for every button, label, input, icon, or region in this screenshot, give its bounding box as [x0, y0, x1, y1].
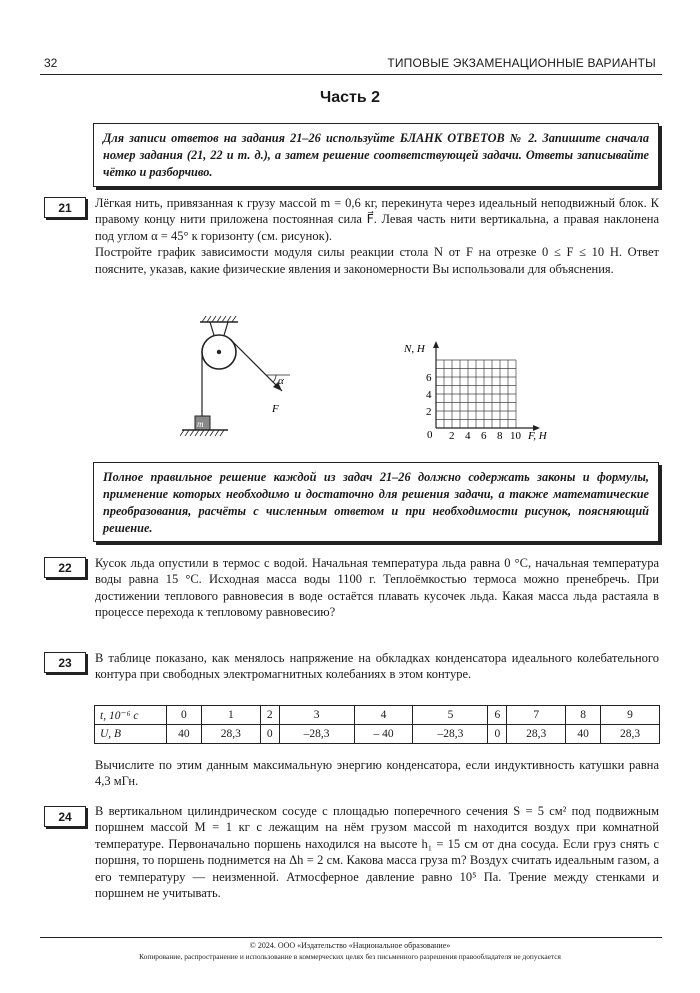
question-23-intro: В таблице показано, как менялось напряжение на обкладках конденсатора идеального колебательного контура при свободных электромагнитных колебаниях в этом контуре.: [95, 651, 659, 682]
table-cell: 0: [488, 725, 507, 744]
question-21-text: [95, 195, 659, 277]
question-24-text: В вертикальном цилиндрическом сосуде с площадью поперечного сечения S = 5 см² под подвижным поршнем массой M = 1 кг с лежащим на нём грузом массой m находится воздух при комнатной температуре. Первоначально поршень находился на высоте h₁ = 15 см от дна сосуда. Если груз снять с поршня, то поршень поднимется на Δh = 2 см. Какова масса груза m? Воздух считать идеальным газом, а его температуру — неизменной. Атмосферное давление равно 10⁵ Па. Трение между стенками и поршнем не учитывать.: [95, 804, 659, 901]
question-number-21: 21: [44, 197, 86, 218]
table-cell: – 40: [354, 725, 413, 744]
solution-requirements-box: Полное правильное решение каждой из задач 21–26 должно содержать законы и формулы, применение которых необходимо и достаточно для решения задачи, а также математические преобразования, расчёты с численным ответом и при необходимости рисунок, поясняющий решение.: [93, 462, 659, 542]
table-row-time: [95, 706, 660, 725]
table-cell: 7: [507, 706, 566, 725]
table-cell: –28,3: [413, 725, 488, 744]
table-cell: 6: [488, 706, 507, 725]
question-22-text: Кусок льда опустили в термос с водой. Начальная температура льда равна 0 °С, начальная температура воды равна 15 °С. Исходная масса воды 1100 г. Теплоёмкостью термоса можно пренебречь. При достижении теплового равновесия в воде остаётся плавать кусочек льда. Какая масса льда растаяла в процессе перехода к тепловому равновесию?: [95, 556, 659, 620]
voltage-table: [94, 705, 660, 744]
part-title: Часть 2: [319, 89, 381, 106]
force-label: F⃗: [272, 403, 288, 415]
table-cell: 4: [354, 706, 413, 725]
running-header: ТИПОВЫЕ ЭКЗАМЕНАЦИОННЫЕ ВАРИАНТЫ: [387, 56, 656, 70]
question-number-24: 24: [44, 806, 86, 827]
table-cell: 40: [566, 725, 601, 744]
table-cell: 0: [167, 706, 202, 725]
question-number-23: 23: [44, 652, 86, 673]
header-rule: [40, 74, 662, 75]
table-cell: 1: [201, 706, 260, 725]
x-tick-10: 10: [510, 430, 521, 442]
y-tick-4: 4: [426, 389, 432, 401]
page-number: 32: [44, 56, 58, 70]
angle-label: α: [278, 375, 284, 387]
question-23-question: Вычислите по этим данным максимальную энергию конденсатора, если индуктивность катушки равна 4,3 мГн.: [95, 758, 659, 789]
footer-copyright: © 2024. ООО «Издательство «Национальное образование»: [249, 941, 451, 950]
footer-rule: [40, 937, 662, 938]
instruction-box: Для записи ответов на задания 21–26 используйте БЛАНК ОТВЕТОВ № 2. Запишите сначала номер задания (21, 22 и т. д.), а затем решение соответствующей задачи. Ответы записывайте чётко и разборчиво.: [93, 123, 659, 187]
table-cell: –28,3: [279, 725, 354, 744]
table-cell: 2: [260, 706, 279, 725]
table-cell: 40: [167, 725, 202, 744]
n-vs-f-graph: [400, 340, 570, 446]
table-cell: 9: [601, 706, 660, 725]
footer-notice: Копирование, распространение и использование в коммерческих целях без письменного разрешения правообладателя не допускается: [139, 952, 561, 961]
table-cell: 3: [279, 706, 354, 725]
y-axis-label: N, Н: [404, 343, 425, 355]
x-tick-4: 4: [465, 430, 471, 442]
x-tick-6: 6: [481, 430, 487, 442]
question-21-condition: Лёгкая нить, привязанная к грузу массой m = 0,6 кг, перекинута через идеальный неподвижный блок. К правому концу нити приложена постоянная сила F⃗. Левая часть нити вертикальна, а правая наклонена под углом α = 45° к горизонту (см. рисунок).: [95, 196, 659, 243]
table-row-voltage: [95, 725, 660, 744]
mass-label: m: [197, 419, 204, 429]
y-tick-6: 6: [426, 372, 432, 384]
table-row-label: U, В: [95, 725, 167, 744]
y-tick-2: 2: [426, 406, 432, 418]
table-cell: 8: [566, 706, 601, 725]
x-tick-8: 8: [497, 430, 503, 442]
table-cell: 28,3: [201, 725, 260, 744]
table-cell: 28,3: [507, 725, 566, 744]
table-cell: 5: [413, 706, 488, 725]
question-21-task: Постройте график зависимости модуля силы реакции стола N от F на отрезке 0 ≤ F ≤ 10 Н. Ответ поясните, указав, какие физические явления и закономерности Вы использовали для объяснения.: [95, 245, 659, 276]
pulley-figure: [180, 314, 310, 439]
question-number-22: 22: [44, 557, 86, 578]
table-row-label: t, 10⁻⁶ с: [95, 706, 167, 725]
x-tick-2: 2: [449, 430, 455, 442]
x-axis-label: F, Н: [528, 430, 547, 442]
origin-label: 0: [427, 429, 433, 441]
table-cell: 28,3: [601, 725, 660, 744]
table-cell: 0: [260, 725, 279, 744]
